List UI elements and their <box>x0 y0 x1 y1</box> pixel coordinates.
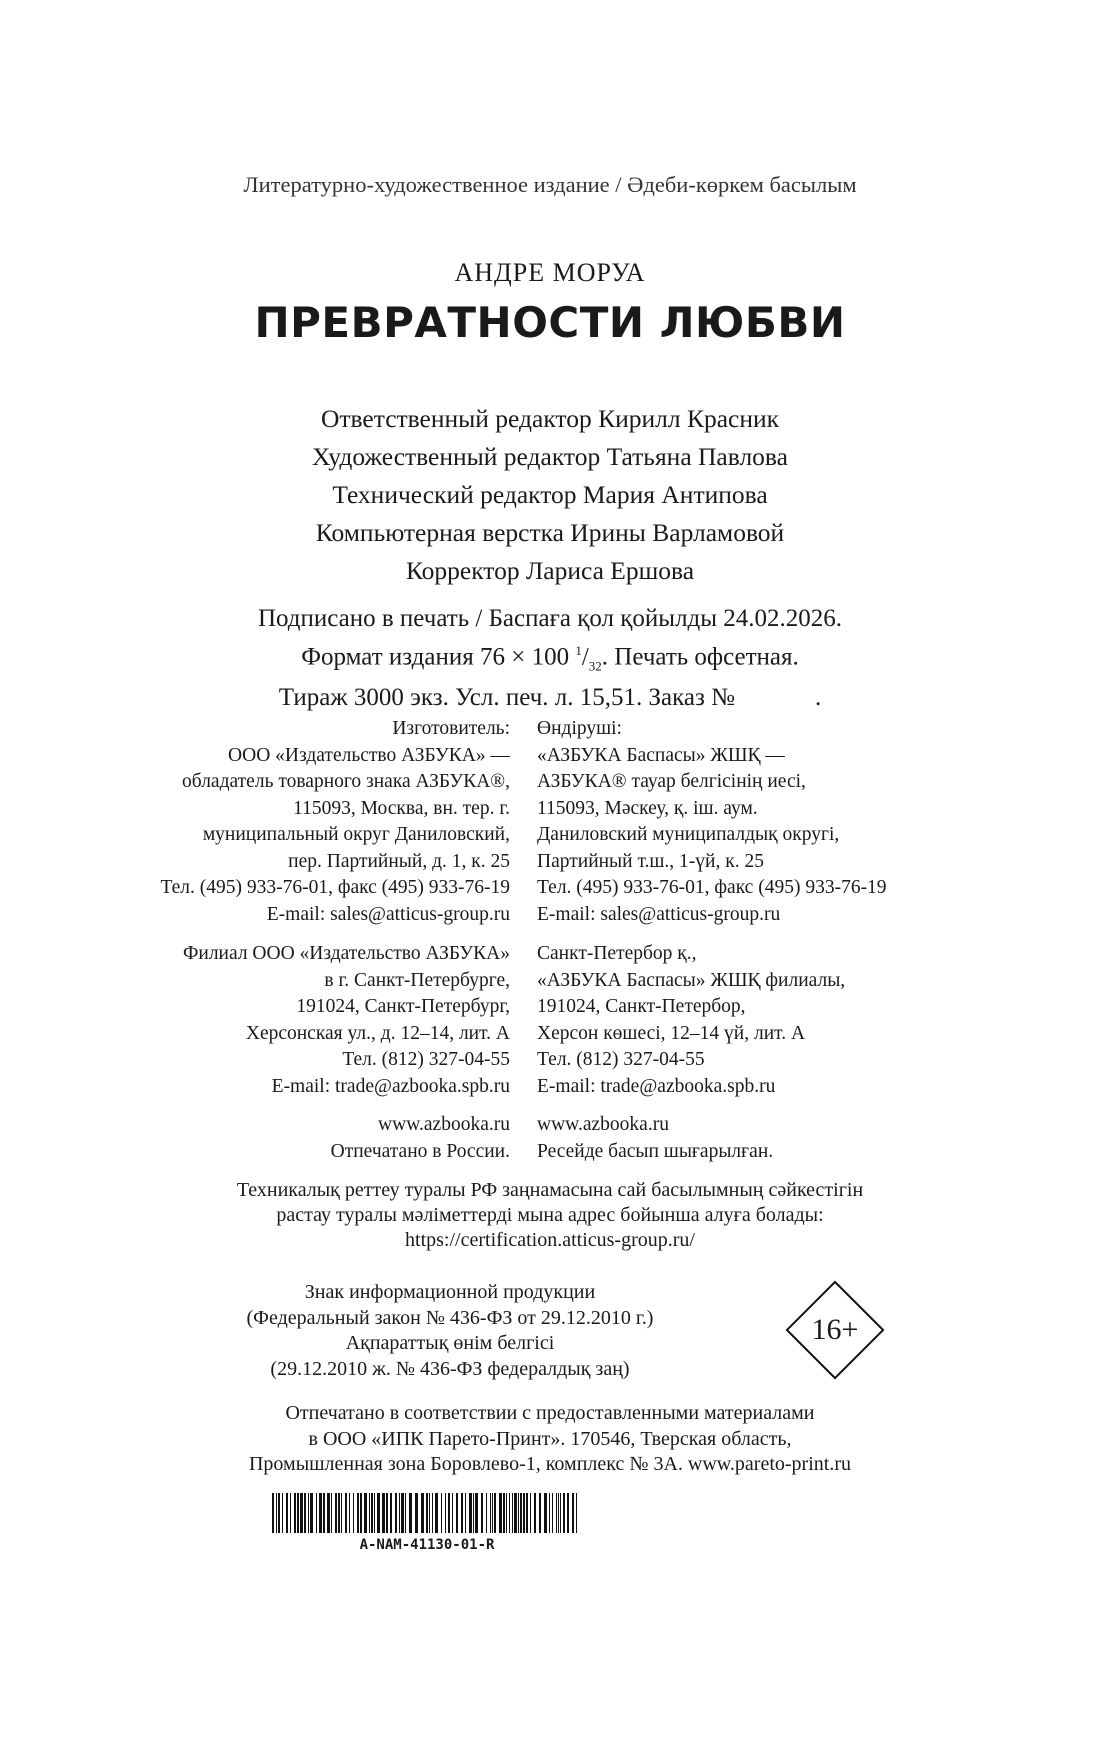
format-prefix: Формат издания 76 × 100 <box>301 643 576 671</box>
line: муниципальный округ Даниловский, <box>202 824 510 845</box>
line: Техникалық реттеу туралы РФ заңнамасына сай басылымның сәйкестігін <box>236 1179 864 1201</box>
credit-line: Ответственный редактор Кирилл Красник <box>320 404 780 433</box>
line: Ресейде басып шығарылған. <box>537 1140 774 1162</box>
line: 191024, Санкт-Петербор, <box>537 996 746 1017</box>
line: АЗБУКА® тауар белгісінің иесі, <box>537 771 806 792</box>
line: в г. Санкт-Петербурге, <box>324 969 510 991</box>
line: обладатель товарного знака АЗБУКА®, <box>182 771 510 792</box>
credit-line: Технический редактор Мария Антипова <box>332 480 768 509</box>
manufacturer-kz <box>537 716 1037 928</box>
credits-block <box>0 400 1100 590</box>
line: Ақпараттық өнім белгісі <box>345 1332 555 1354</box>
age-rating-text: 16+ <box>811 1313 859 1346</box>
branch-ru <box>0 941 510 1100</box>
book-title: ПРЕВРАТНОСТИ ЛЮБВИ <box>254 298 846 347</box>
line: Отпечатано в России. <box>330 1140 510 1162</box>
line: Изготовитель: <box>392 718 510 739</box>
credit-line: Художественный редактор Татьяна Павлова <box>312 442 788 471</box>
line: Херсон көшесі, 12–14 үй, лит. А <box>537 1022 806 1044</box>
line: растау туралы мәліметтерді мына адрес бойынша алуға болады: <box>276 1204 824 1226</box>
certification-link[interactable]: https://certification.atticus-group.ru/ <box>405 1229 695 1251</box>
printer-block <box>0 1401 1100 1478</box>
format-num: 1 <box>575 643 582 658</box>
line: Даниловский муниципалдық округі, <box>537 824 840 845</box>
website-link[interactable]: www.azbooka.ru <box>537 1114 669 1135</box>
line: Тел. (495) 933-76-01, факс (495) 933-76-19 <box>160 877 510 898</box>
line: Филиал ООО «Издательство АЗБУКА» <box>182 943 510 964</box>
format-slash: / <box>581 643 589 671</box>
info-sign-block <box>0 1280 900 1382</box>
author-name: АНДРЕ МОРУА <box>454 258 646 287</box>
run-end: . <box>814 684 822 712</box>
web-ru <box>0 1112 510 1165</box>
certification-block <box>0 1178 1100 1253</box>
genre-line: Литературно-художественное издание / Әдеби-көркем басылым <box>243 172 857 197</box>
line: Промышленная зона Боровлево-1, комплекс № 3А. www.pareto-print.ru <box>248 1453 851 1475</box>
credit-line: Корректор Лариса Ершова <box>405 556 695 585</box>
line: Тел. (495) 933-76-01, факс (495) 933-76-19 <box>537 877 887 898</box>
run-line <box>0 682 1100 714</box>
credit-line: Компьютерная верстка Ирины Варламовой <box>315 518 785 547</box>
line: «АЗБУКА Баспасы» ЖШҚ — <box>537 744 785 766</box>
format-line <box>0 635 1100 682</box>
line: E-mail: trade@azbooka.spb.ru <box>537 1075 776 1097</box>
line: E-mail: sales@atticus-group.ru <box>537 903 781 925</box>
line: Тел. (812) 327-04-55 <box>342 1049 510 1070</box>
line: (29.12.2010 ж. № 436-ФЗ федералдық заң) <box>270 1357 630 1380</box>
line: Отпечатано в соответствии с предоставленными материалами <box>285 1402 815 1424</box>
line: Знак информационной продукции <box>304 1281 596 1303</box>
signed-line: Подписано в печать / Баспаға қол қойылды 24.02.2026. <box>257 605 843 632</box>
line: в ООО «ИПК Парето-Принт». 170546, Тверская область, <box>308 1427 792 1450</box>
line: Херсонская ул., д. 12–14, лит. А <box>245 1022 510 1044</box>
line: Санкт-Петербор қ., <box>537 943 697 964</box>
line: Партийный т.ш., 1-үй, к. 25 <box>537 850 764 872</box>
line: Тел. (812) 327-04-55 <box>537 1049 705 1070</box>
line: E-mail: trade@azbooka.spb.ru <box>271 1075 510 1097</box>
format-suffix: . Печать офсетная. <box>601 643 799 671</box>
line: 115093, Мәскеу, қ. іш. аум. <box>537 797 758 819</box>
line: 191024, Санкт-Петербург, <box>296 996 510 1017</box>
line: пер. Партийный, д. 1, к. 25 <box>288 850 510 872</box>
website-link[interactable]: www.azbooka.ru <box>378 1114 510 1135</box>
line: «АЗБУКА Баспасы» ЖШҚ филиалы, <box>537 969 846 991</box>
print-info <box>0 603 1100 714</box>
web-kz <box>537 1112 1037 1165</box>
line: ООО «Издательство АЗБУКА» — <box>228 744 510 766</box>
line: E-mail: sales@atticus-group.ru <box>266 903 510 925</box>
age-rating-badge <box>785 1280 885 1380</box>
format-den: 32 <box>588 658 602 674</box>
manufacturer-ru <box>0 716 510 928</box>
branch-kz <box>537 941 1037 1100</box>
line: (Федеральный закон № 436-ФЗ от 29.12.2010 г.) <box>246 1306 654 1329</box>
barcode-text: A-NAM-41130-01-R <box>359 1537 495 1553</box>
barcode-icon <box>272 1493 582 1533</box>
line: 115093, Москва, вн. тер. г. <box>293 797 510 819</box>
run-text: Тираж 3000 экз. Усл. печ. л. 15,51. Заказ № <box>278 684 735 712</box>
line: Өндіруші: <box>537 718 622 739</box>
